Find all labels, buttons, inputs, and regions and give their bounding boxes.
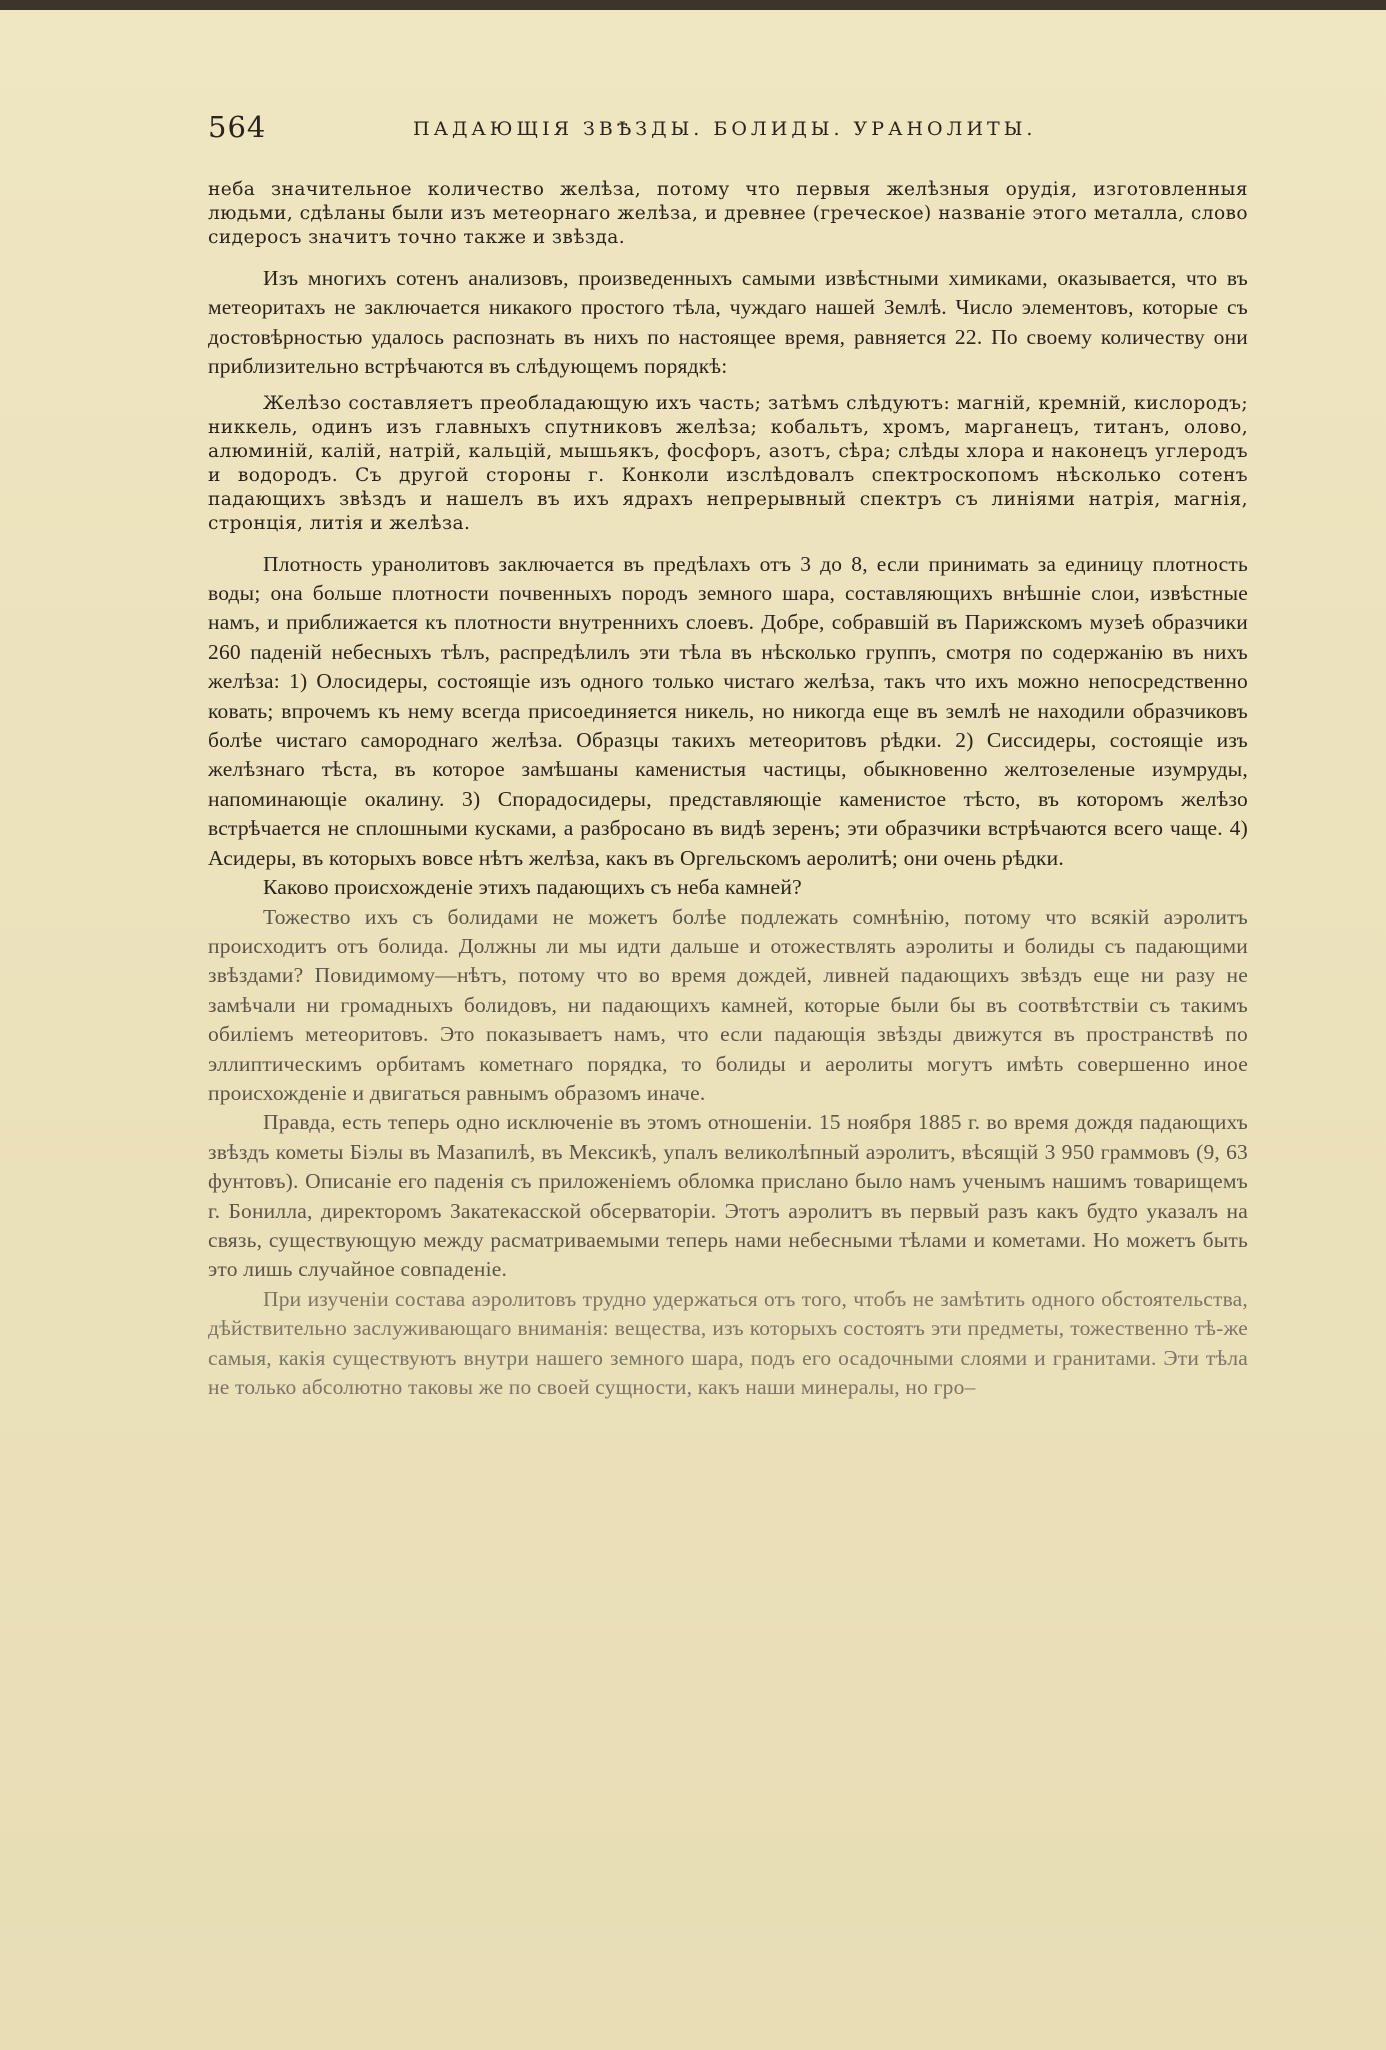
running-title: ПАДАЮЩІЯ ЗВѢЗДЫ. БОЛИДЫ. УРАНОЛИТЫ. bbox=[413, 118, 1037, 140]
paragraph-bolides: Тожество ихъ съ болидами не можетъ болѣе подлежать сомнѣнію, потому что всякій аэролитъ происходитъ отъ болида. Должны ли мы идти дальше и отожествлять аэролиты и болиды съ падающими звѣздами? Повидимому—нѣтъ, потому что во время дождей, ливней падающихъ звѣздъ еще ни разу не замѣчали ни громадныхъ болидовъ, ни падающихъ камней, которые были бы въ соотвѣтствіи съ такимъ обиліемъ метеоритовъ. Это показываетъ намъ, что если падающія звѣзды движутся въ пространствѣ по эллиптическимъ орбитамъ кометнаго порядка, то болиды и аеролиты могутъ имѣть совершенно иное происхожденіе и двигаться равнымъ образомъ иначе. bbox=[208, 904, 1248, 1105]
paragraph-mazapil: Правда, есть теперь одно исключеніе въ этомъ отношеніи. 15 ноября 1885 г. во время дождя падающихъ звѣздъ кометы Біэлы въ Мазапилѣ, въ Мексикѣ, упалъ великолѣпный аэролитъ, вѣсящій 3 950 граммовъ (9, 63 фунтовъ). Описаніе его паденія съ приложеніемъ обломка прислано было намъ ученымъ нашимъ товарищемъ г. Бонилла, директоромъ Закатекасской обсерваторіи. Этотъ аэролитъ въ первый разъ какъ будто указалъ на связь, существующую между расматриваемыми теперь нами небесными тѣлами и кометами. Но можетъ быть это лишь случайное совпаденіе. bbox=[208, 1110, 1248, 1282]
paragraph-density: Плотность уранолитовъ заключается въ предѣлахъ отъ 3 до 8, если принимать за единицу плотность воды; она больше плотности почвенныхъ породъ земного шара, составляющихъ внѣшніе слои, извѣстные намъ, и приближается къ плотности внутреннихъ слоевъ. Добре, собравшій въ Парижскомъ музеѣ образчики 260 паденій небесныхъ тѣлъ, распредѣлилъ эти тѣла въ нѣсколько группъ, смотря по содержанію въ нихъ желѣза: 1) Олосидеры, состоящіе изъ одного только чистаго желѣза, такъ что ихъ можно непосредственно ковать; впрочемъ къ нему всегда присоединяется никель, но никогда еще въ землѣ не находили образчиковъ болѣе чистаго самороднаго желѣза. Образцы такихъ метеоритовъ рѣдки. 2) Сиссидеры, состоящіе изъ желѣзнаго тѣста, въ которое замѣшаны каменистыя частицы, обыкновенно желтозеленые изумруды, напоминающіе окалину. 3) Спорадосидеры, представляющіе каменистое тѣсто, въ которомъ желѣзо встрѣчается не сплошными кусками, а разбросано въ видѣ зеренъ; эти образчики встрѣчаются всего чаще. 4) Асидеры, въ которыхъ вовсе нѣтъ желѣза, какъ въ Оргельскомъ аеролитѣ; они очень рѣдки. bbox=[208, 551, 1248, 870]
paragraph-composition: При изученіи состава аэролитовъ трудно удержаться отъ того, чтобъ не замѣтить одного обстоятельства, дѣйствительно заслуживающаго вниманія: вещества, изъ которыхъ состоятъ эти предметы, тожественно тѣ-же самыя, какія существуютъ внутри нашего земного шара, подъ его осадочными слоями и гранитами. Эти тѣла не только абсолютно таковы же по своей сущности, какъ наши минералы, но гро– bbox=[208, 1286, 1248, 1399]
scan-top-edge bbox=[0, 0, 1386, 10]
paragraph-elements-list: Желѣзо составляетъ преобладающую ихъ часть; затѣмъ слѣдуютъ: магній, кремній, кислородъ; никкель, одинъ изъ главныхъ спутниковъ желѣза; кобальтъ, хромъ, марганецъ, титанъ, олово, алюминій, калій, натрій, кальцій, мышьякъ, фосфоръ, азотъ, сѣра; слѣды хлора и наконецъ углеродъ и водородъ. Съ другой стороны г. Конколи изслѣдовалъ спектроскопомъ нѣсколько сотенъ падающихъ звѣздъ и нашелъ въ ихъ ядрахъ непрерывный спектръ съ линіями натрія, магнія, стронція, литія и желѣза. bbox=[208, 392, 1248, 534]
paragraph-continued-small: неба значительное количество желѣза, потому что первыя желѣзныя орудія, изготовленныя людьми, сдѣланы были изъ метеорнаго желѣза, и древнее (греческое) названіе этого металла, слово сидеросъ значитъ точно также и звѣзда. bbox=[208, 179, 1248, 248]
page-body bbox=[208, 178, 1248, 1402]
page-number: 564 bbox=[208, 110, 267, 144]
page-header bbox=[208, 110, 1248, 154]
paragraph-origin-question: Каково происхожденіе этихъ падающихъ съ неба камней? bbox=[263, 875, 802, 900]
paragraph-elements-intro: Изъ многихъ сотенъ анализовъ, произведенныхъ самыми извѣстными химиками, оказывается, что въ метеоритахъ не заключается никакого простого тѣла, чуждаго нашей Землѣ. Число элементовъ, которые съ достовѣрностью удалось распознать въ нихъ по настоящее время, равняется 22. По своему количеству они приблизительно встрѣчаются въ слѣдующемъ порядкѣ: bbox=[208, 266, 1248, 379]
